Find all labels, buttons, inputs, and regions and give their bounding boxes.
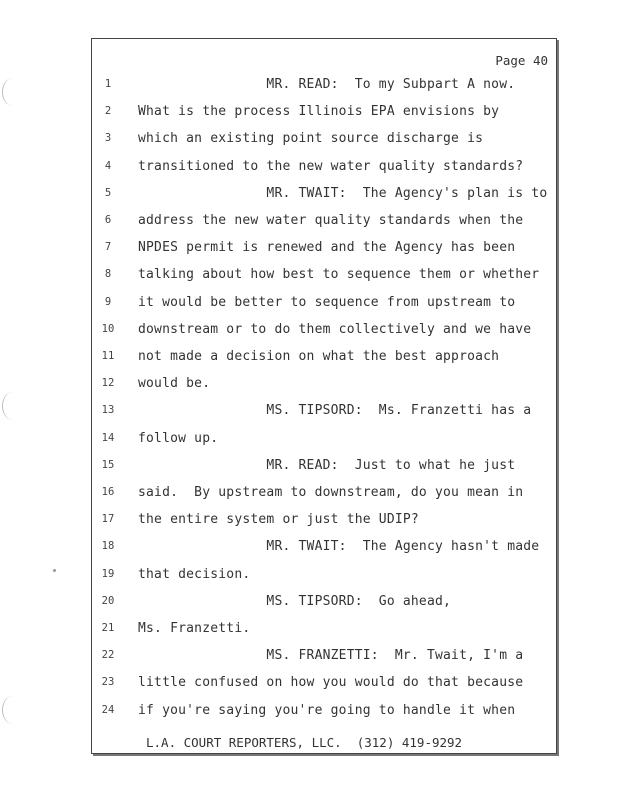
binder-hole-bottom (2, 696, 23, 724)
transcript-line: not made a decision on what the best approach (138, 349, 500, 364)
transcript-line: MR. TWAIT: The Agency's plan is to (138, 185, 548, 201)
line-number: 7 (104, 241, 112, 254)
line-number: 10 (101, 322, 115, 335)
transcript-line: Ms. Franzetti. (138, 621, 251, 636)
transcript-page (91, 38, 557, 754)
transcript-line: follow up. (138, 430, 219, 446)
reporter-footer: L.A. COURT REPORTERS, LLC. (312) 419-9292 (146, 735, 463, 750)
transcript-line: transitioned to the new water quality standards? (138, 158, 524, 174)
line-number: 6 (104, 214, 112, 226)
transcript-line: talking about how best to sequence them or whether (138, 267, 540, 283)
line-number: 14 (101, 431, 115, 444)
line-number: 19 (101, 567, 115, 580)
transcript-line: said. By upstream to downstream, do you mean in (138, 485, 524, 500)
transcript-line: MS. FRANZETTI: Mr. Twait, I'm a (138, 648, 524, 664)
transcript-line: MR. TWAIT: The Agency hasn't made (138, 539, 540, 555)
line-number: 1 (104, 78, 112, 90)
line-number: 23 (101, 676, 115, 689)
transcript-line: MR. READ: To my Subpart A now. (138, 77, 516, 92)
line-number: 18 (101, 540, 115, 553)
line-number: 15 (101, 458, 115, 471)
transcript-line: that decision. (138, 566, 251, 582)
line-number: 11 (101, 350, 115, 362)
binder-hole-top (2, 78, 23, 106)
line-number: 3 (104, 132, 112, 145)
transcript-line: address the new water quality standards when the (138, 213, 524, 228)
line-number: 5 (104, 186, 112, 199)
line-number: 17 (101, 513, 115, 526)
transcript-line: NPDES permit is renewed and the Agency has been (138, 240, 516, 256)
transcript-line: it would be better to sequence from upstream to (138, 294, 516, 310)
line-number: 13 (101, 404, 115, 417)
line-number: 4 (104, 159, 112, 172)
transcript-line: if you're saying you're going to handle it when (138, 702, 516, 718)
transcript-line: which an existing point source discharge is (138, 131, 484, 147)
binder-hole-middle (2, 392, 23, 420)
line-number: 21 (101, 622, 115, 634)
transcript-line: MS. TIPSORD: Go ahead, (138, 593, 452, 609)
line-number: 8 (104, 268, 112, 281)
page-number: Page 40 (495, 53, 548, 68)
line-number: 20 (101, 594, 115, 607)
line-number: 2 (104, 105, 112, 118)
line-number: 9 (104, 295, 112, 308)
transcript-line: little confused on how you would do that because (138, 675, 524, 691)
line-number: 12 (101, 377, 115, 390)
transcript-line: the entire system or just the UDIP? (138, 512, 419, 528)
line-number: 16 (101, 486, 115, 498)
transcript-line: MS. TIPSORD: Ms. Franzetti has a (138, 403, 532, 419)
transcript-line: What is the process Illinois EPA envisions by (138, 104, 500, 120)
transcript-line: MR. READ: Just to what he just (138, 457, 516, 473)
transcript-line: downstream or to do them collectively and we have (138, 321, 532, 337)
transcript-line: would be. (138, 376, 211, 392)
scan-speck (53, 569, 56, 572)
line-number: 22 (101, 649, 115, 662)
line-number: 24 (101, 703, 115, 716)
